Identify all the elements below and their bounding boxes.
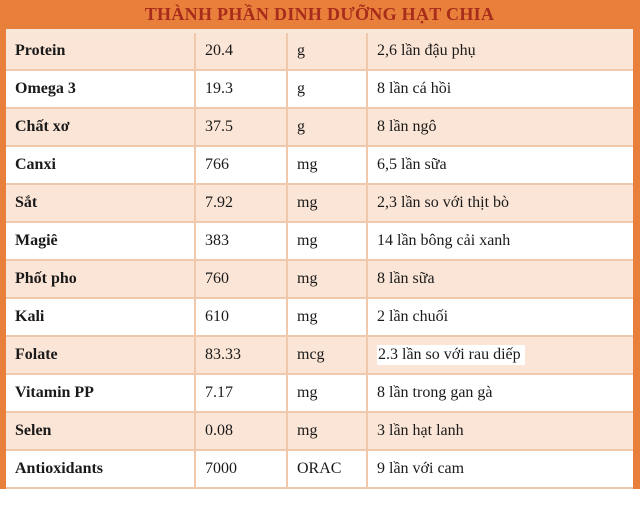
nutrient-comparison-cell [368,109,633,145]
nutrient-comparison-text: 2 lần chuối [377,308,449,325]
nutrient-comparison-cell [368,375,633,411]
nutrient-value-text: 7.92 [205,194,233,211]
nutrient-value-text: 0.08 [205,422,233,439]
nutrient-value-text: 37.5 [205,118,233,135]
nutrient-comparison-cell [368,185,633,221]
nutrient-value-text: 766 [205,156,229,173]
nutrient-unit-text: g [297,42,305,59]
nutrient-comparison-text: 2,6 lần đậu phụ [377,42,476,59]
nutrient-value-cell [196,413,288,449]
nutrient-name-text: Canxi [15,156,56,173]
nutrient-unit-cell [288,33,368,69]
table-row [6,299,633,337]
nutrient-name-cell [6,299,196,335]
nutrient-unit-text: mg [297,422,318,439]
nutrient-unit-cell [288,185,368,221]
nutrient-value-cell [196,261,288,297]
table-row [6,375,633,413]
nutrient-unit-cell [288,337,368,373]
nutrient-name-text: Phốt pho [15,270,77,287]
table-row [6,451,633,489]
table-title: THÀNH PHẦN DINH DƯỠNG HẠT CHIA [144,4,495,24]
nutrient-unit-text: mg [297,232,318,249]
nutrient-unit-text: g [297,118,305,135]
nutrient-unit-text: mg [297,384,318,401]
nutrient-unit-text: mg [297,194,318,211]
nutrient-name-cell [6,147,196,183]
nutrient-name-cell [6,261,196,297]
nutrient-comparison-cell [368,147,633,183]
table-row [6,413,633,451]
nutrient-name-text: Antioxidants [15,460,104,477]
table-row [6,147,633,185]
nutrient-comparison-text: 8 lần cá hồi [377,80,452,97]
nutrient-name-text: Vitamin PP [15,384,94,401]
nutrient-value-cell [196,71,288,107]
nutrient-comparison-cell [368,451,633,487]
nutrient-name-cell [6,451,196,487]
nutrient-comparison-text: 2.3 lần so với rau diếp [377,345,525,365]
nutrient-name-cell [6,33,196,69]
nutrient-unit-text: ORAC [297,460,342,477]
nutrient-comparison-cell [368,413,633,449]
table-row [6,337,633,375]
nutrient-comparison-text: 9 lần với cam [377,460,465,477]
table-row [6,71,633,109]
nutrient-unit-cell [288,147,368,183]
nutrient-name-cell [6,337,196,373]
nutrient-comparison-cell [368,261,633,297]
nutrient-unit-cell [288,299,368,335]
nutrient-value-cell [196,147,288,183]
nutrient-comparison-text: 8 lần ngô [377,118,437,135]
nutrient-name-cell [6,223,196,259]
nutrient-value-cell [196,109,288,145]
nutrient-comparison-text: 8 lần trong gan gà [377,384,493,401]
nutrient-name-text: Magiê [15,232,58,249]
nutrient-comparison-cell [368,223,633,259]
nutrient-unit-text: mg [297,156,318,173]
table-row [6,223,633,261]
nutrient-value-cell [196,299,288,335]
nutrient-value-text: 760 [205,270,229,287]
nutrient-name-cell [6,375,196,411]
nutrient-comparison-cell [368,71,633,107]
nutrient-unit-cell [288,451,368,487]
nutrient-name-text: Kali [15,308,45,325]
nutrient-value-text: 19.3 [205,80,233,97]
nutrient-unit-cell [288,375,368,411]
nutrient-value-text: 83.33 [205,346,241,363]
nutrient-name-cell [6,185,196,221]
table-row [6,33,633,71]
nutrient-unit-cell [288,413,368,449]
table-row [6,261,633,299]
nutrient-comparison-cell [368,337,633,373]
nutrient-value-cell [196,223,288,259]
nutrient-value-text: 7000 [205,460,237,477]
nutrient-value-cell [196,337,288,373]
nutrient-comparison-text: 8 lần sữa [377,270,435,287]
nutrient-unit-cell [288,109,368,145]
nutrient-unit-cell [288,223,368,259]
nutrient-value-cell [196,33,288,69]
nutrient-name-text: Chất xơ [15,118,70,135]
nutrient-value-text: 20.4 [205,42,233,59]
nutrient-value-cell [196,185,288,221]
nutrient-unit-text: mcg [297,346,325,363]
nutrient-value-cell [196,451,288,487]
nutrient-name-cell [6,71,196,107]
nutrient-value-cell [196,375,288,411]
nutrient-unit-cell [288,261,368,297]
nutrient-unit-text: mg [297,270,318,287]
nutrient-name-text: Sắt [15,194,38,211]
table-row [6,185,633,223]
nutrient-name-text: Protein [15,42,66,59]
table-body [6,33,633,489]
nutrient-value-text: 383 [205,232,229,249]
nutrient-name-text: Folate [15,346,58,363]
nutrient-value-text: 610 [205,308,229,325]
nutrient-value-text: 7.17 [205,384,233,401]
nutrient-comparison-cell [368,299,633,335]
nutrient-comparison-cell [368,33,633,69]
nutrient-name-cell [6,109,196,145]
nutrient-comparison-text: 2,3 lần so với thịt bò [377,194,510,211]
nutrient-name-text: Selen [15,422,52,439]
table-row [6,109,633,147]
nutrient-unit-text: g [297,80,305,97]
nutrient-name-cell [6,413,196,449]
nutrient-unit-text: mg [297,308,318,325]
nutrient-comparison-text: 14 lần bông cải xanh [377,232,511,249]
nutrient-comparison-text: 6,5 lần sữa [377,156,447,173]
nutrient-comparison-text: 3 lần hạt lanh [377,422,464,439]
nutrient-unit-cell [288,71,368,107]
nutrient-name-text: Omega 3 [15,80,76,97]
table-header [6,0,633,33]
